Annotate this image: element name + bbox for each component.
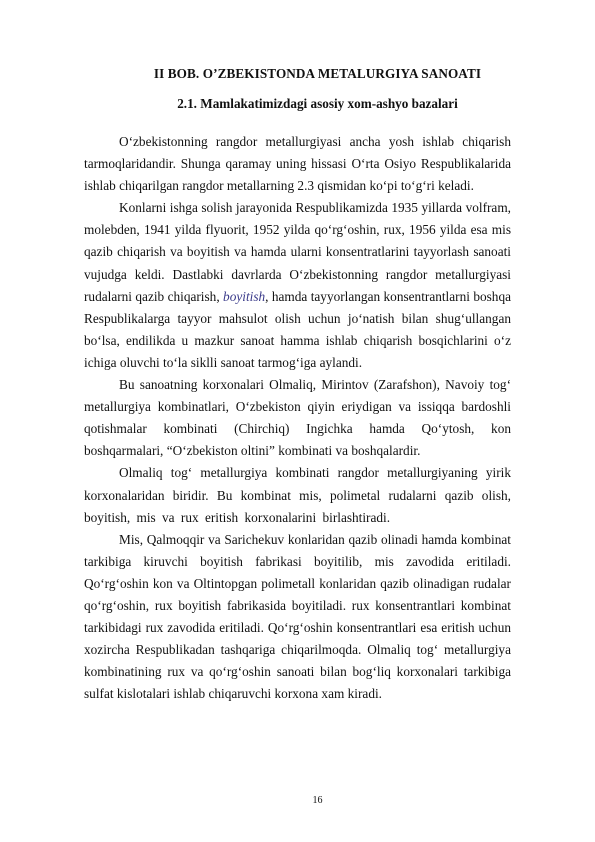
paragraph-2-after: , hamda tayyorlangan konsentrantlarni boshqa Respublikalarga tayyor mahsulot olish uchun jo‘natish bilan shug‘ullangan bo‘lsa, endilikda u mazkur sanoat hamma ishlab chiqarish bosqichlarini o‘z ichiga oluvchi to‘la siklli sanoat tarmog‘iga aylandi. — [84, 288, 511, 370]
body-text — [84, 131, 511, 705]
paragraph-2 — [84, 197, 511, 374]
emphasis-boyitish: boyitish — [223, 288, 266, 304]
section-title: 2.1. Mamlakatimizdagi asosiy xom-ashyo bazalari — [177, 96, 458, 111]
chapter-title: II BOB. O’ZBEKISTONDA METALURGIYA SANOATI — [153, 66, 482, 81]
paragraph-5: Mis, Qalmoqqir va Sarichekuv konlaridan qazib olinadi hamda kombinat tarkibiga kiruvchi boyitish fabrikasi boyitilib, mis zavodida eritiladi. Qo‘rg‘oshin kon va Oltintopgan polimetall konlaridan qazib olinadigan rudalar qo‘rg‘oshin, rux boyitish fabrikasida boyitiladi. rux konsentrantlari kombinat tarkibidagi rux zavodida eritiladi. Qo‘rg‘oshin konsentrantlari esa eritish uchun xozircha Respublikadan tashqariga chiqarilmoqda. Olmaliq tog‘ metallurgiya kombinatining rux va qo‘rg‘oshin sanoati bilan bog‘liq korxonalari tarkibiga sulfat kislotalari ishlab chiqaruvchi korxona xam kiradi. — [84, 531, 511, 702]
page-number: 16 — [312, 795, 323, 806]
paragraph-4: Olmaliq tog‘ metallurgiya kombinati rangdor metallurgiyaning yirik korxonalaridan biridir. Bu kombinat mis, polimetal rudalarni qazib olish, boyitish, mis va rux eritish korxonalarini birlashtiradi. — [84, 465, 511, 525]
paragraph-2-before: Konlarni ishga solish jarayonida Respublikamizda 1935 yillarda volfram, molebden, 1941 yilda flyuorit, 1952 yilda qo‘rg‘oshin, rux, 1956 yilda esa mis qazib chiqarish va boyitish va hamda ularni konsentratlarini tayyorlash sanoati vujudga keldi. Dastlabki davrlarda O‘zbekistonning rangdor metallurgiyasi rudalarni qazib chiqarish, — [84, 200, 511, 304]
paragraph-1: O‘zbekistonning rangdor metallurgiyasi ancha yosh ishlab chiqarish tarmoqlaridandir. Shunga qaramay uning hissasi O‘rta Osiyo Respublikalarida ishlab chiqarilgan rangdor metallarning 2.3 qismidan ko‘pi to‘g‘ri keladi. — [84, 134, 511, 194]
paragraph-3: Bu sanoatning korxonalari Olmaliq, Mirintov (Zarafshon), Navoiy tog‘ metallurgiya kombinatlari, O‘zbekiston qiyin eriydigan va issiqqa bardoshli qotishmalar kombinati (Chirchiq) Ingichka hamda Qo‘ytosh, kon boshqarmalari, “O‘zbekiston oltini” kombinati va boshqalardir. — [84, 377, 511, 459]
